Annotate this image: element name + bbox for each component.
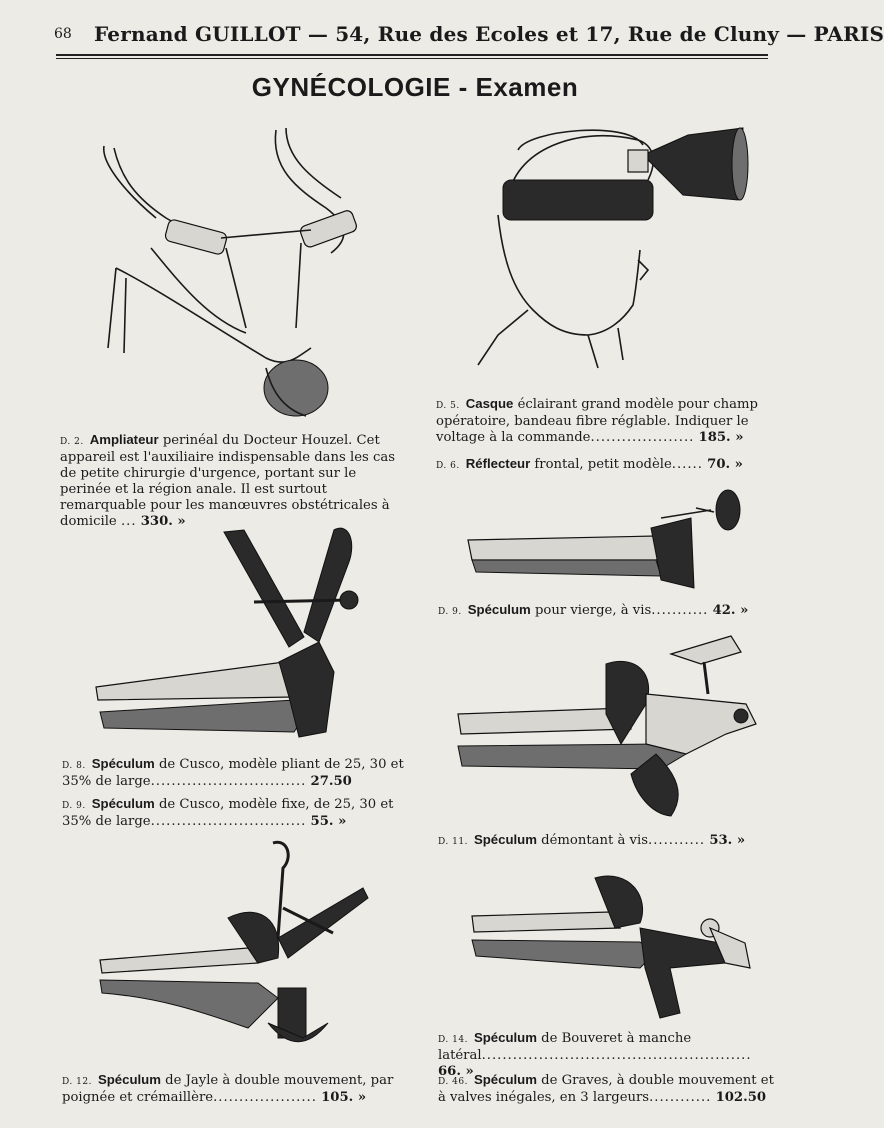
desc-d46: de Graves, à double mouvement et à valves inégales, en 3 largeurs: [438, 1073, 774, 1105]
header-rule-thin: [56, 58, 768, 59]
ref-d5: D. 5.: [436, 401, 460, 411]
caption-d9b: [62, 796, 404, 830]
desc-d2: perinéal du Docteur Houzel. Cet appareil est l'auxiliaire indispensable dans les cas de petite chirurgie d'urgence, portant sur le perinée et la région anale. Il est surtout remarquable pour les manœuvres obstétricales à domicile: [60, 433, 395, 529]
speculum-jayle-illustration: [98, 838, 368, 1062]
caption-d11: [438, 832, 778, 850]
desc-d5: éclairant grand modèle pour champ opératoire, bandeau fibre réglable. Indiquer le voltage à la commande: [436, 397, 758, 445]
ref-d9: D. 9.: [438, 607, 462, 617]
header-address: Fernand GUILLOT — 54, Rue des Ecoles et 17, Rue de Cluny — PARIS: [94, 22, 884, 46]
ref-d9b: D. 9.: [62, 801, 86, 811]
desc-d9: pour vierge, à vis: [534, 603, 652, 618]
leader-d5: ....................: [590, 430, 695, 445]
price-d6: 70. »: [707, 457, 743, 472]
price-d9b: 55. »: [310, 814, 347, 829]
desc-d12: de Jayle à double mouvement, par poignée et crémaillère: [62, 1073, 394, 1105]
page-number: 68: [54, 26, 72, 42]
price-d5: 185. »: [698, 430, 744, 445]
name-d5: Casque: [465, 396, 514, 411]
price-d12: 105. »: [321, 1090, 367, 1105]
caption-d9: [438, 602, 778, 620]
casque-illustration: [468, 120, 758, 382]
ref-d12: D. 12.: [62, 1077, 92, 1087]
leader-d2: ...: [120, 514, 137, 529]
desc-d8: de Cusco, modèle pliant de 25, 30 et 35% de large: [62, 757, 404, 789]
leader-d8: ..............................: [150, 774, 307, 789]
name-d12: Spéculum: [97, 1072, 161, 1087]
leader-d9b: ..............................: [150, 814, 307, 829]
price-d8: 27.50: [310, 774, 352, 789]
price-d9: 42. »: [712, 603, 749, 618]
caption-d2: [60, 432, 405, 530]
name-d11: Spéculum: [473, 832, 537, 847]
leader-d14: ....................................................: [481, 1048, 752, 1063]
price-d2: 330. »: [140, 514, 186, 529]
caption-d8: [62, 756, 404, 790]
caption-d5: [436, 396, 776, 446]
page-title: GYNÉCOLOGIE - Examen: [251, 72, 579, 102]
name-d14: Spéculum: [473, 1030, 537, 1045]
name-d9: Spéculum: [467, 602, 531, 617]
leader-d6: ......: [671, 457, 703, 472]
desc-d11: démontant à vis: [541, 833, 648, 848]
price-d14: 66. »: [438, 1064, 474, 1079]
page-header: [54, 20, 884, 54]
price-d46: 102.50: [715, 1090, 767, 1105]
leader-d12: ....................: [213, 1090, 317, 1105]
leader-d11: ...........: [648, 833, 706, 848]
speculum-demontant-illustration: [456, 634, 762, 820]
leader-d9: ...........: [651, 603, 709, 618]
name-d8: Spéculum: [91, 756, 155, 771]
ref-d11: D. 11.: [438, 837, 468, 847]
ref-d6: D. 6.: [436, 461, 460, 471]
name-d6: Réflecteur: [465, 456, 531, 471]
speculum-cusco-illustration: [94, 522, 370, 744]
speculum-vierge-illustration: [466, 488, 746, 593]
caption-d12: [62, 1072, 404, 1106]
name-d2: Ampliateur: [89, 432, 159, 447]
ref-d46: D. 46.: [438, 1077, 468, 1087]
price-d11: 53. »: [709, 833, 746, 848]
desc-d14: de Bouveret à manche latéral: [438, 1031, 692, 1063]
desc-d9b: de Cusco, modèle fixe, de 25, 30 et 35% de large: [62, 797, 394, 829]
caption-d6: [436, 456, 776, 474]
leader-d46: ............: [649, 1090, 712, 1105]
name-d46: Spéculum: [473, 1072, 537, 1087]
name-d9b: Spéculum: [91, 796, 155, 811]
ampliateur-illustration: [96, 118, 366, 428]
desc-d6: frontal, petit modèle: [534, 457, 672, 472]
header-rule: [56, 54, 768, 56]
speculum-bouveret-illustration: [470, 868, 755, 1020]
ref-d2: D. 2.: [60, 437, 84, 447]
ref-d14: D. 14.: [438, 1035, 468, 1045]
caption-d46: [438, 1072, 780, 1106]
ref-d8: D. 8.: [62, 761, 86, 771]
